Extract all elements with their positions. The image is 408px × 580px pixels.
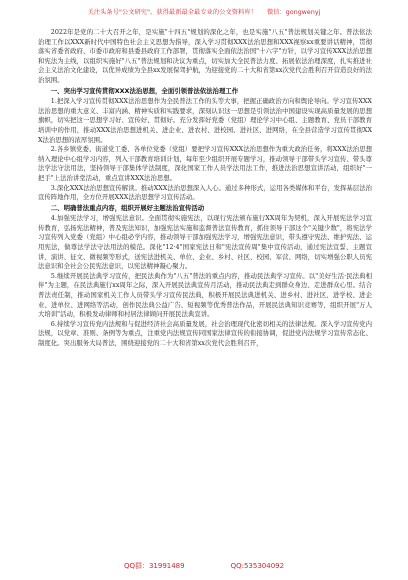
top-promo-banner	[0, 0, 408, 22]
section-1-heading: 一、突出学习宣传贯彻XXX法治思想，全面引领普法依法治理工作	[50, 86, 239, 95]
document-body	[38, 28, 372, 548]
bottom-contact-banner	[0, 558, 408, 574]
qq-group-text: QQ群：31991489	[123, 562, 185, 570]
qq-number-text: QQ:535304092	[230, 562, 285, 570]
section-1-item-3: 3.深化XXX法治思想宣传解读。推动XXX法治思想深入人心。通过多种形式，运用各类媒体和平台，发挥基层法治宣传阵地作用，全方位开展XXX法治思想学习宣传活动。	[38, 183, 372, 202]
banner-wechat-text: 微信：gongwenyj	[266, 8, 321, 16]
section-2-item-6: 6.持续学习宣传党内法规和与促进经济社会高质量发展，社会治理现代化密切相关的法律法规。深入学习宣传党内法规，以党章、准则、条例等为重点，注重党内法规宣传同国家法律宣传的衔接协调，促进党内法规学习宣传常态化、制度化。突出服务大局普法，围绕迎接党的二十大和省第xx次党代会胜利召开，	[38, 319, 372, 347]
section-1-item-1: 1.把深入学习宣传贯彻XXX法治思想作为全民普法工作的头等大事，把握正确政治方向和舆论导向。学习宣传XXX法治思想的重大意义、丰富内涵、精神实质和实践要求，深刻认识这一思想是引领法治中国建设实现高质量发展的思想旗帜，切实把这一思想学习好、宣传好、贯彻好。充分发挥好党委（党组）理论学习中心组、主题教育、党员干部教育培训中的作用，推动XXX法治思想进机关、进企业、进农村、进校园、进社区、进网络，在全县营造学习宣传贯彻XXX法治思想的浓厚氛围。	[38, 97, 372, 144]
section-2-heading: 二、明确普法重点内容，组织开展好主题法治宣传活动	[50, 203, 205, 212]
section-1-item-2: 2.各乡镇党委、街道党工委、各单位党委（党组）要把学习宣传XXX法治思想作为重大政治任务，将XXX法治思想纳入理论中心组学习内容，列入干部教育培训计划，每年至少组织开展专题学习，推动领导干部带头学习宣传、带头尊法学法守法用法，坚持领导干部集体学法制度，深化国家工作人员学法用法工作，推进法治思想宣讲活动，组织好"一把手"上法治讲堂活动，重点宣讲XXX法治思想。	[38, 145, 372, 182]
section-2-item-4: 4.加强宪法学习，增强宪法意识。全面贯彻实施宪法，以现行宪法颁布施行XX周年为契机，深入开展宪法学习宣传教育，弘扬宪法精神，普及宪法知识，加强宪法实施和监督普法宣传教育，抓住领导干部这个"关键少数"，将宪法学习宣传列入党委（党组）中心组必学内容，推动领导干部加强宪法学习，增强宪法意识，带头遵守宪法、维护宪法、运用宪法，做尊法学法守法用法的模范。深化"12·4"国家宪法日和"宪法宣传周"集中宣传活动，通过宪法宣誓、主题宣讲、演讲、征文、微视频等形式，送宪法进机关、单位、企业、乡村、社区、校园、军营、网络，切实增强公职人员宪法意识和全社会公民宪法意识，以宪法精神凝心聚力。	[38, 214, 372, 271]
intro-paragraph: 2022年是党的二十大召开之年，是实施"十四五"规划的深化之年，也是实施"八五"普法规划关键之年。普法依法治理工作以XXX新时代中国特色社会主义思想为指导，深入学习贯彻XXX法治思想和XXX视察xx重要讲话精神，贯彻落实省委省政府、市委市政府和县委县政府工作部署，贯彻落实全面依法治国"十六字"方针，以学习宣传XXX法治思想和宪法为主线，以组织实施好"八五"普法规划和决议为重点，切实加大全民普法力度、拓展依法治理深度，扎实推进社会主义法治文化建设，以优异成绩为全县xx发展保驾护航，为迎接党的二十大和省第xx次党代会胜利召开营造良好的法治氛围。	[38, 28, 372, 84]
banner-promo-text: 关注头条号"公文研究"，获得最新最全最专业的公文资料库！	[87, 8, 257, 16]
section-2-item-5: 5.继续开展民法典学习宣传，把民法典作为"八五"普法的重点内容，推动民法典学习宣传。以"美好生活·民法典相伴"为主题，在民法典施行xx周年之际，深入开展民法典宣传月活动，推动民法典走到群众身边、走进群众心里。结合普法责任制，推动国家机关工作人员带头学习宣传民法典，积极开展民法典进机关、进乡村、进社区、进学校、进企业、进单位、进网络等活动，创作民法典公益广告、短视频等优秀普法作品，开展民法典知识竞赛等，组织开展"万人大培训"活动，积极发动律师和村居法律顾问开展民法典宣讲。	[38, 271, 372, 319]
